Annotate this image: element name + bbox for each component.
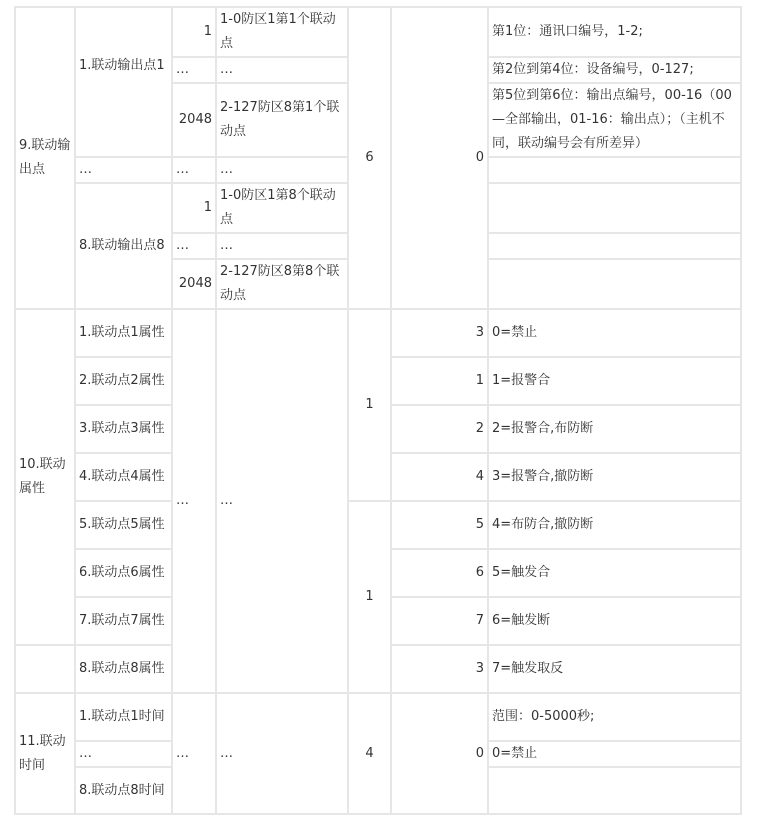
description: 1=报警合 xyxy=(488,357,741,405)
point-index: 1 xyxy=(172,7,216,57)
group-label: 8.联动输出点8 xyxy=(75,183,172,309)
attribute-label: 7.联动点7属性 xyxy=(75,597,172,645)
point-index: … xyxy=(172,693,216,814)
point-name: 1-0防区1第1个联动点 xyxy=(216,7,348,57)
description xyxy=(488,767,741,814)
point-index: … xyxy=(172,233,216,259)
default-value: 3 xyxy=(391,645,488,693)
description: 5=触发合 xyxy=(488,549,741,597)
point-index: … xyxy=(172,57,216,83)
default-value: 3 xyxy=(391,309,488,357)
description: 7=触发取反 xyxy=(488,645,741,693)
description: 3=报警合,撤防断 xyxy=(488,453,741,501)
default-value: 4 xyxy=(391,453,488,501)
attribute-label: 8.联动点8属性 xyxy=(75,645,172,693)
attribute-label: 4.联动点4属性 xyxy=(75,453,172,501)
table-row xyxy=(15,7,741,57)
description: 第1位：通讯口编号，1-2; xyxy=(488,7,741,57)
attribute-label: 3.联动点3属性 xyxy=(75,405,172,453)
description xyxy=(488,183,741,233)
description: 范围：0-5000秒; xyxy=(488,693,741,741)
default-value: 0 xyxy=(391,693,488,814)
attribute-label: 2.联动点2属性 xyxy=(75,357,172,405)
description xyxy=(488,157,741,183)
byte-length: 4 xyxy=(348,693,391,814)
point-index: 2048 xyxy=(172,83,216,157)
point-name: 2-127防区8第8个联动点 xyxy=(216,259,348,309)
section-title-linkage-time: 11.联动时间 xyxy=(15,693,75,814)
description xyxy=(488,233,741,259)
description: 0=禁止 xyxy=(488,309,741,357)
table-row xyxy=(15,309,741,357)
group-label: 1.联动输出点1 xyxy=(75,7,172,157)
description: 第2位到第4位：设备编号，0-127; xyxy=(488,57,741,83)
group-label: … xyxy=(75,157,172,183)
section-title-linkage-output: 9.联动输出点 xyxy=(15,7,75,309)
point-index: … xyxy=(172,309,216,693)
point-name: … xyxy=(216,57,348,83)
point-name: … xyxy=(216,693,348,814)
point-name: … xyxy=(216,157,348,183)
description: 6=触发断 xyxy=(488,597,741,645)
byte-length: 1 xyxy=(348,309,391,501)
byte-length: 6 xyxy=(348,7,391,309)
point-index: … xyxy=(172,157,216,183)
table-row xyxy=(15,501,741,549)
description: 4=布防合,撤防断 xyxy=(488,501,741,549)
point-index: 2048 xyxy=(172,259,216,309)
time-label: 8.联动点8时间 xyxy=(75,767,172,814)
default-value: 7 xyxy=(391,597,488,645)
table-row xyxy=(15,693,741,741)
attribute-label: 6.联动点6属性 xyxy=(75,549,172,597)
default-value: 6 xyxy=(391,549,488,597)
empty-cell xyxy=(15,645,75,693)
point-name: … xyxy=(216,309,348,693)
linkage-spec-table xyxy=(14,6,742,815)
description: 第5位到第6位：输出点编号，00-16（00—全部输出，01-16：输出点）；（主机不同，联动编号会有所差异） xyxy=(488,83,741,157)
point-name: … xyxy=(216,233,348,259)
default-value: 5 xyxy=(391,501,488,549)
default-value: 1 xyxy=(391,357,488,405)
default-value: 2 xyxy=(391,405,488,453)
default-value: 0 xyxy=(391,7,488,309)
time-label: 1.联动点1时间 xyxy=(75,693,172,741)
section-title-linkage-attribute: 10.联动属性 xyxy=(15,309,75,645)
point-name: 2-127防区8第1个联动点 xyxy=(216,83,348,157)
attribute-label: 5.联动点5属性 xyxy=(75,501,172,549)
byte-length: 1 xyxy=(348,501,391,693)
time-label: … xyxy=(75,741,172,767)
description: 0=禁止 xyxy=(488,741,741,767)
point-index: 1 xyxy=(172,183,216,233)
description xyxy=(488,259,741,309)
description: 2=报警合,布防断 xyxy=(488,405,741,453)
point-name: 1-0防区1第8个联动点 xyxy=(216,183,348,233)
attribute-label: 1.联动点1属性 xyxy=(75,309,172,357)
